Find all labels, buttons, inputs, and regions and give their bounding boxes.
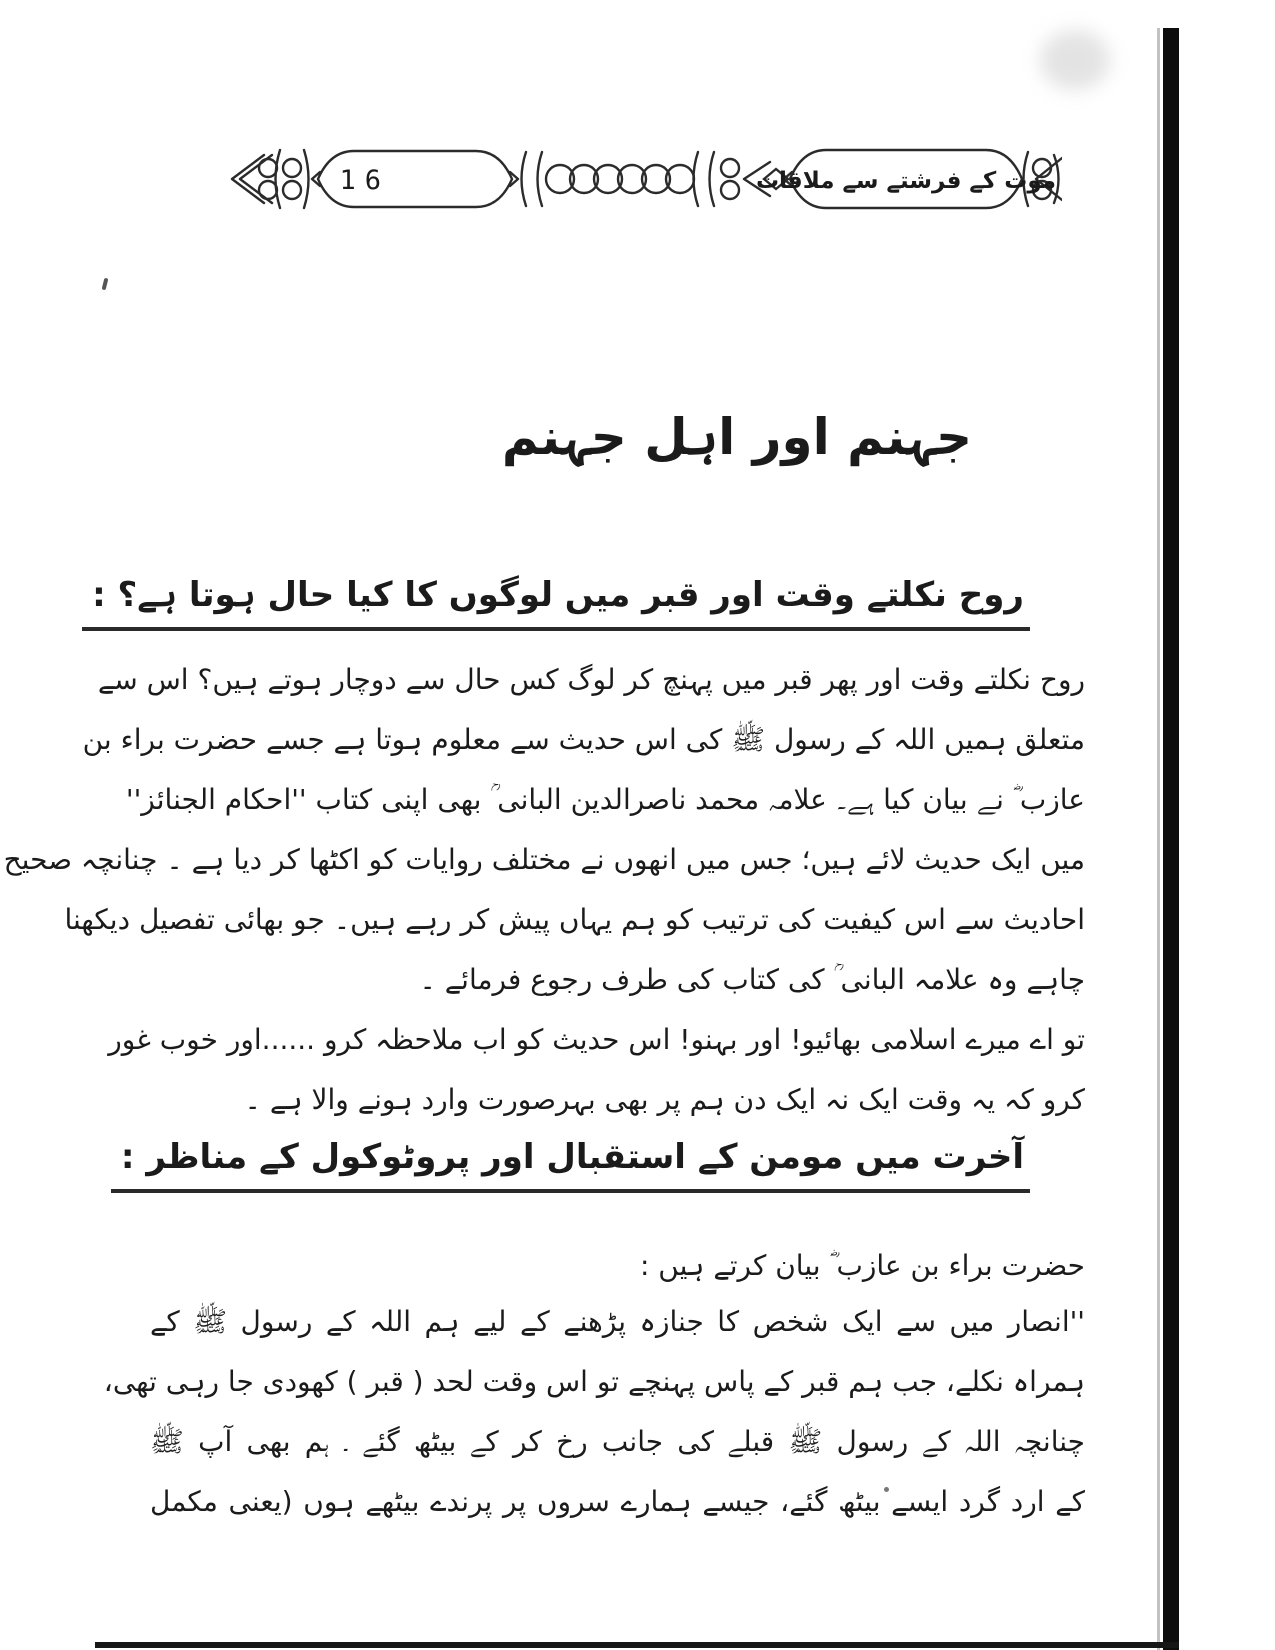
quote-line: ''انصار میں سے ایک شخص کا جنازہ پڑھنے کے لیے ہم اللہ کے رسول ﷺ کے [150,1305,1085,1338]
body-line: احادیث سے اس کیفیت کی ترتیب کو ہم یہاں پیش کر رہے ہیں۔ جو بھائی تفصیل دیکھنا [64,903,1085,936]
section-heading-soul-grave: روح نکلتے وقت اور قبر میں لوگوں کا کیا حال ہوتا ہے؟ : [82,574,1030,631]
header-ornament-band [230,138,1062,220]
narrator-line: حضرت براء بن عازب ؓ بیان کرتے ہیں : [639,1249,1085,1282]
running-title: موت کے فرشتے سے ملاقات [755,168,1057,194]
page-number: 16 [339,165,390,196]
scan-edge-line [1157,28,1160,1650]
scan-speck [102,278,109,291]
body-line: چاہے وہ علامہ البانی ؒ کی کتاب کی طرف رجوع فرمائے ۔ [419,963,1085,996]
body-line: عازب ؓ نے بیان کیا ہے۔ علامہ محمد ناصرالدین البانی ؒ بھی اپنی کتاب ''احکام الجنائز'' [125,783,1085,816]
quote-line: ہمراہ نکلے، جب ہم قبر کے پاس پہنچے تو اس وقت لحد ( قبر ) کھودی جا رہی تھی، [103,1365,1085,1398]
body-line: تو اے میرے اسلامی بھائیو! اور بہنو! اس حدیث کو اب ملاحظہ کرو ......اور خوب غور [108,1023,1085,1056]
header-ornament [230,138,1062,220]
quote-line: چنانچہ اللہ کے رسول ﷺ قبلے کی جانب رخ کر کے بیٹھ گئے ۔ ہم بھی آپ ﷺ [150,1425,1085,1458]
quote-line: کے ارد گرد ایسے بیٹھ گئے، جیسے ہمارے سروں پر پرندے بیٹھے ہوں (یعنی مکمل [150,1485,1085,1518]
body-line: کرو کہ یہ وقت ایک نہ ایک دن ہم پر بھی بہرصورت وارد ہونے والا ہے ۔ [244,1083,1085,1116]
scan-black-bar-right [1163,28,1179,1650]
scan-smudge [1040,30,1110,90]
scan-black-bar-bottom [95,1642,1179,1648]
chapter-title: جہنم اور اہل جہنم [501,408,973,466]
body-line: متعلق ہمیں اللہ کے رسول ﷺ کی اس حدیث سے معلوم ہوتا ہے جسے حضرت براء بن [82,723,1085,756]
section-heading-reception-protocol: آخرت میں مومن کے استقبال اور پروٹوکول کے مناظر : [111,1136,1030,1193]
body-line: روح نکلتے وقت اور پھر قبر میں پہنچ کر لوگ کس حال سے دوچار ہوتے ہیں؟ اس سے [97,663,1085,696]
body-line: میں ایک حدیث لائے ہیں؛ جس میں انھوں نے مختلف روایات کو اکٹھا کر دیا ہے ۔ چنانچہ صحیح [3,843,1085,876]
